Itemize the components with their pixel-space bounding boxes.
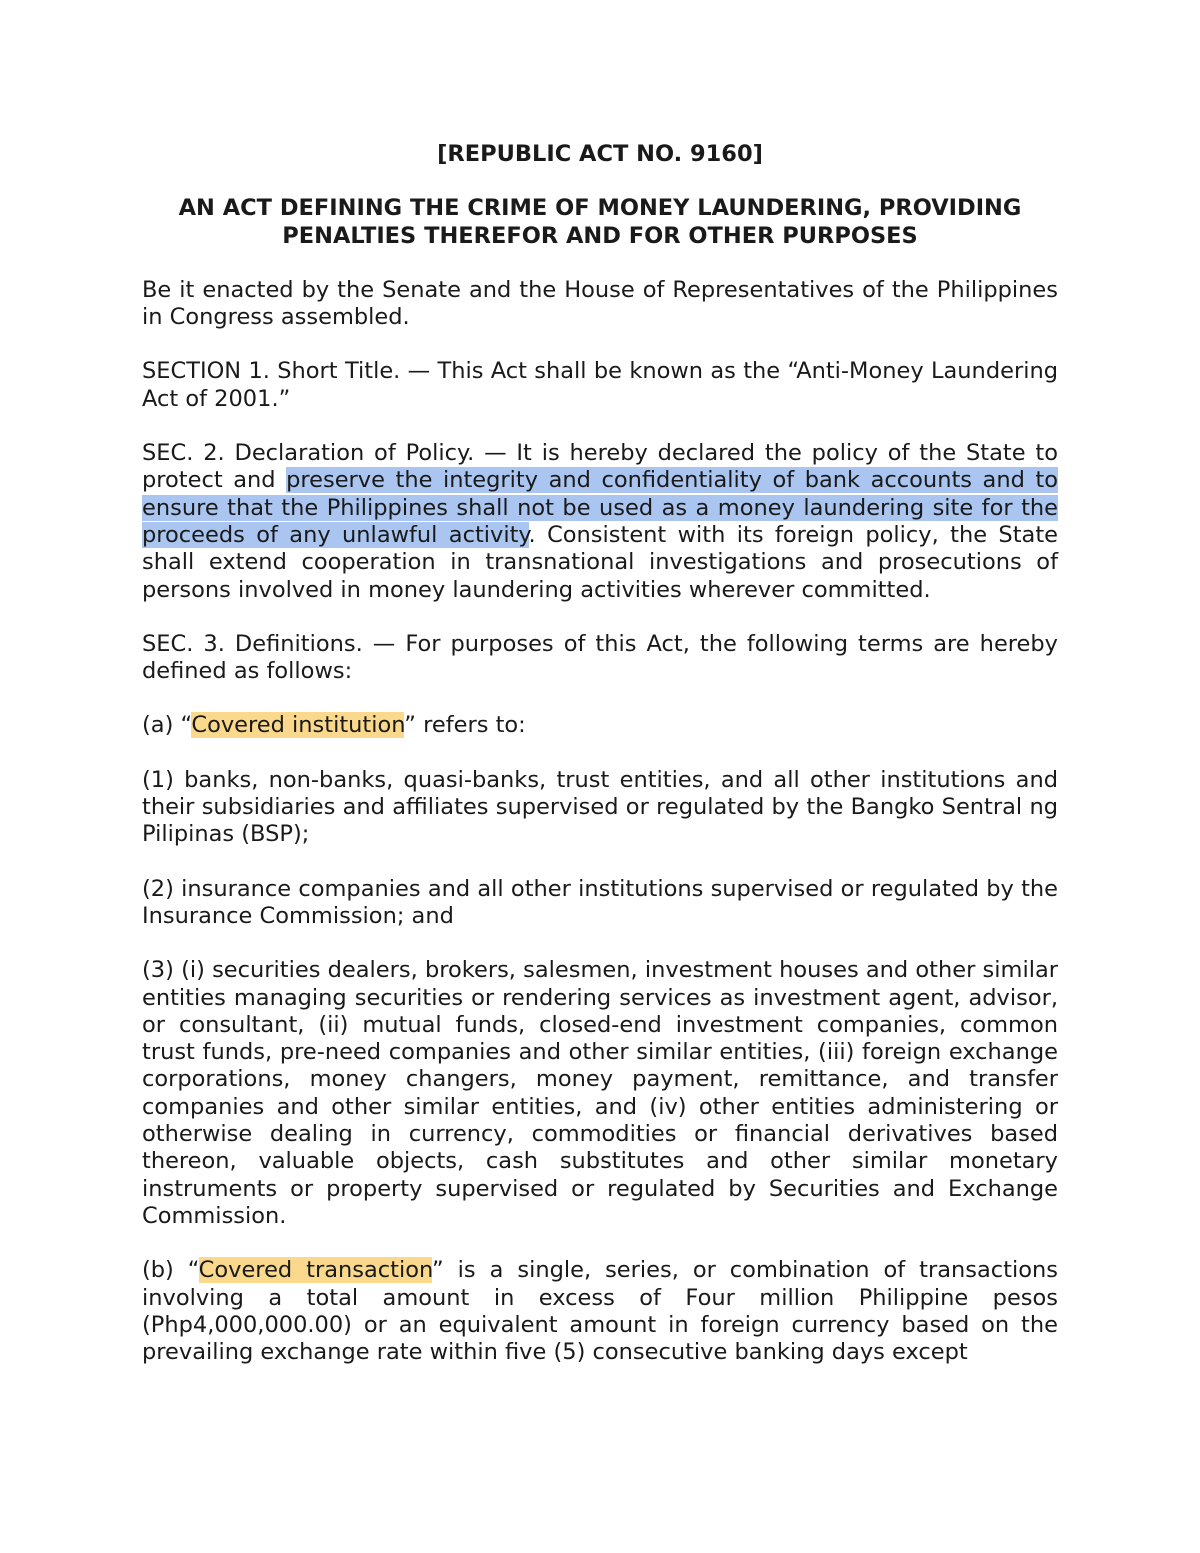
- term-highlight-covered-transaction[interactable]: Covered transaction: [198, 1257, 433, 1284]
- definition-a-item-3: (3) (i) securities dealers, brokers, salesmen, investment houses and other similar entities managing securities or rendering services as investment agent, advisor, or consultant, (ii) mutual funds, closed-end investment companies, common trust funds, pre-need companies and other similar entities, (iii) foreign exchange corporations, money changers, money payment, remittance, and transfer companies and other similar entities, and (iv) other entities administering or otherwise dealing in currency, commodities or financial derivatives based thereon, valuable objects, cash substitutes and other similar monetary instruments or property supervised or regulated by Securities and Exchange Commission.: [142, 957, 1058, 1229]
- definition-b-suffix: ” is a single, series, or combination of transactions involving a total amount in excess of Four million Philippine pesos (Php4,000,000.00) or an equivalent amount in foreign currency based on the prevailing exchange rate within five (5) consecutive banking days except: [142, 1257, 1058, 1366]
- section-2-declaration-of-policy: [142, 440, 1058, 604]
- section-1-short-title: SECTION 1. Short Title. — This Act shall be known as the “Anti-Money Laundering Act of 2001.”: [142, 358, 1058, 412]
- definition-a-item-2: (2) insurance companies and all other institutions supervised or regulated by the Insurance Commission; and: [142, 875, 1058, 929]
- section-2-text-start: SEC. 2. Declaration of Policy. — It is hereby declared the policy of the State to protect and: [142, 440, 1058, 494]
- selected-text-highlight[interactable]: preserve the integrity and confidentiality of bank accounts and to ensure that the Philippines shall not be used as a money laundering site for the proceeds of any unlawful activity: [142, 467, 1059, 548]
- document-title: [REPUBLIC ACT NO. 9160]: [437, 141, 763, 167]
- definition-a-item-1: (1) banks, non-banks, quasi-banks, trust entities, and all other institutions and their subsidiaries and affiliates supervised or regulated by the Bangko Sentral ng Pilipinas (BSP);: [142, 766, 1058, 848]
- term-highlight-covered-institution[interactable]: Covered institution: [191, 712, 405, 739]
- definition-b-prefix: (b) “: [142, 1257, 199, 1284]
- definition-a-suffix: ” refers to:: [404, 712, 526, 739]
- definition-a-prefix: (a) “: [142, 712, 192, 739]
- document-subtitle: AN ACT DEFINING THE CRIME OF MONEY LAUNDERING, PROVIDING PENALTIES THEREFOR AND FOR OTHER PURPOSES: [178, 195, 1022, 249]
- definition-b: [142, 1257, 1058, 1366]
- definition-a: [142, 712, 1058, 739]
- section-3-definitions: SEC. 3. Definitions. — For purposes of this Act, the following terms are hereby defined as follows:: [142, 630, 1058, 685]
- section-2-text-end: . Consistent with its foreign policy, the State shall extend cooperation in transnational investigations and prosecutions of persons involved in money laundering activities wherever committed.: [142, 521, 1058, 603]
- enacting-clause: Be it enacted by the Senate and the House of Representatives of the Philippines in Congress assembled.: [142, 276, 1058, 331]
- document-body: [142, 141, 1058, 1366]
